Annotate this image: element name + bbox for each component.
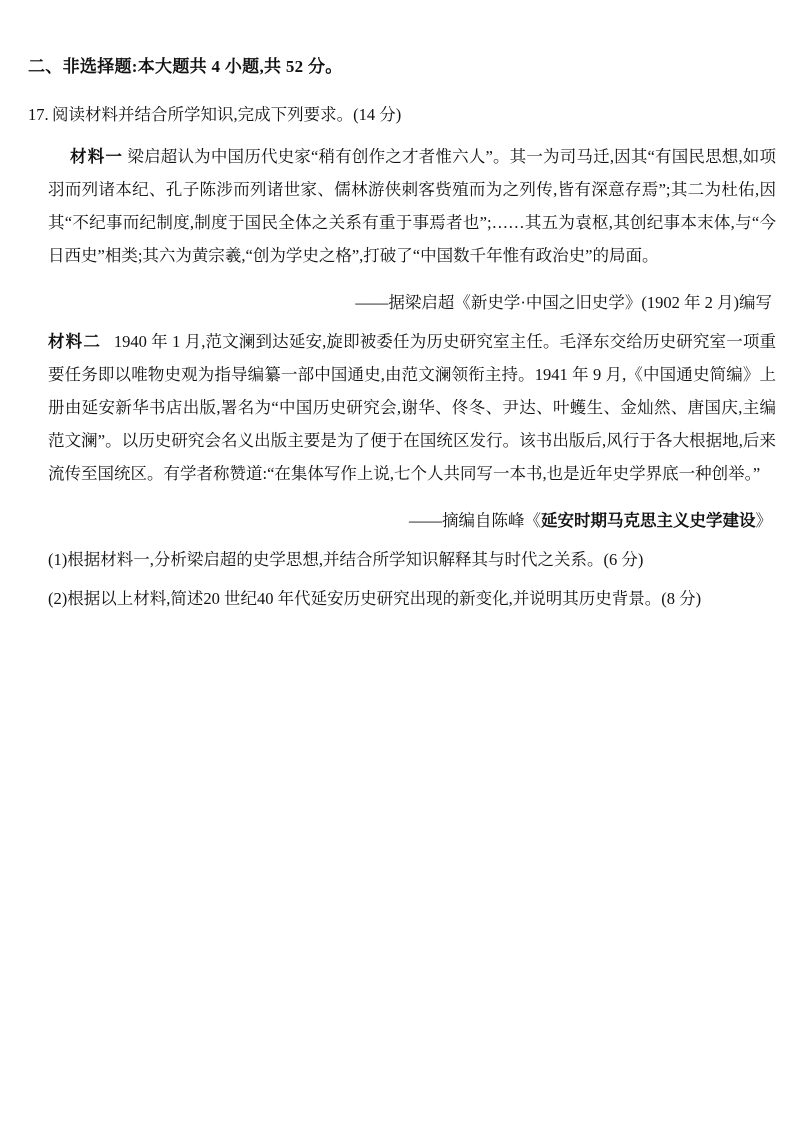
material-two-text: 1940 年 1 月,范文澜到达延安,旋即被委任为历史研究室主任。毛泽东交给历史研究室一项重要任务即以唯物史观为指导编纂一部中国通史,由范文澜领衔主持。1941 年 9 月,《中国通史简编》上册由延安新华书店出版,署名为“中国历史研究会,谢华、佟冬、尹达、叶蠖生、金灿然、唐国庆,主编范文澜”。以历史研究会名义出版主要是为了便于在国统区发行。该书出版后,风行于各大根据地,后来流传至国统区。有学者称赞道:“在集体写作上说,七个人共同写一本书,也是近年史学界底一种创举。” [48, 331, 777, 483]
sub-question-1: (1)根据材料一,分析梁启超的史学思想,并结合所学知识解释其与时代之关系。(6 分) [48, 549, 644, 569]
question-number: 17. [28, 104, 49, 124]
material-two-source-title: 延安时期马克思主义史学建设 [541, 510, 756, 530]
material-two-source-prefix: ——摘编自陈峰《 [409, 510, 541, 530]
sub-question-2: (2)根据以上材料,简述20 世纪40 年代延安历史研究出现的新变化,并说明其历史背景。(8 分) [48, 588, 702, 608]
question-17 [28, 102, 776, 615]
material-one-text: 梁启超认为中国历代史家“稍有创作之才者惟六人”。其一为司马迁,因其“有国民思想,如项羽而列诸本纪、孔子陈涉而列诸世家、儒林游侠刺客赀殖而为之列传,皆有深意存焉”;其二为杜佑,因其“不纪事而纪制度,制度于国民全体之关系有重于事焉者也”;……其五为袁枢,其创纪事本末体,与“今日西史”相类;其六为黄宗羲,“创为学史之格”,打破了“中国数千年惟有政治史”的局面。 [48, 146, 776, 265]
material-one [28, 140, 776, 272]
page-content [28, 54, 776, 619]
question-stem-text: 阅读材料并结合所学知识,完成下列要求。(14 分) [52, 104, 402, 124]
material-two-source-suffix: 》 [755, 510, 772, 530]
material-two-source [28, 504, 776, 537]
material-two-label: 材料二 [48, 331, 101, 351]
material-one-label: 材料一 [70, 146, 124, 166]
section-heading: 二、非选择题:本大题共 4 小题,共 52 分。 [28, 57, 343, 76]
question-stem-line [28, 102, 776, 128]
material-two [28, 325, 776, 490]
material-one-source: ——据梁启超《新史学·中国之旧史学》(1902 年 2 月)编写 [355, 292, 772, 312]
